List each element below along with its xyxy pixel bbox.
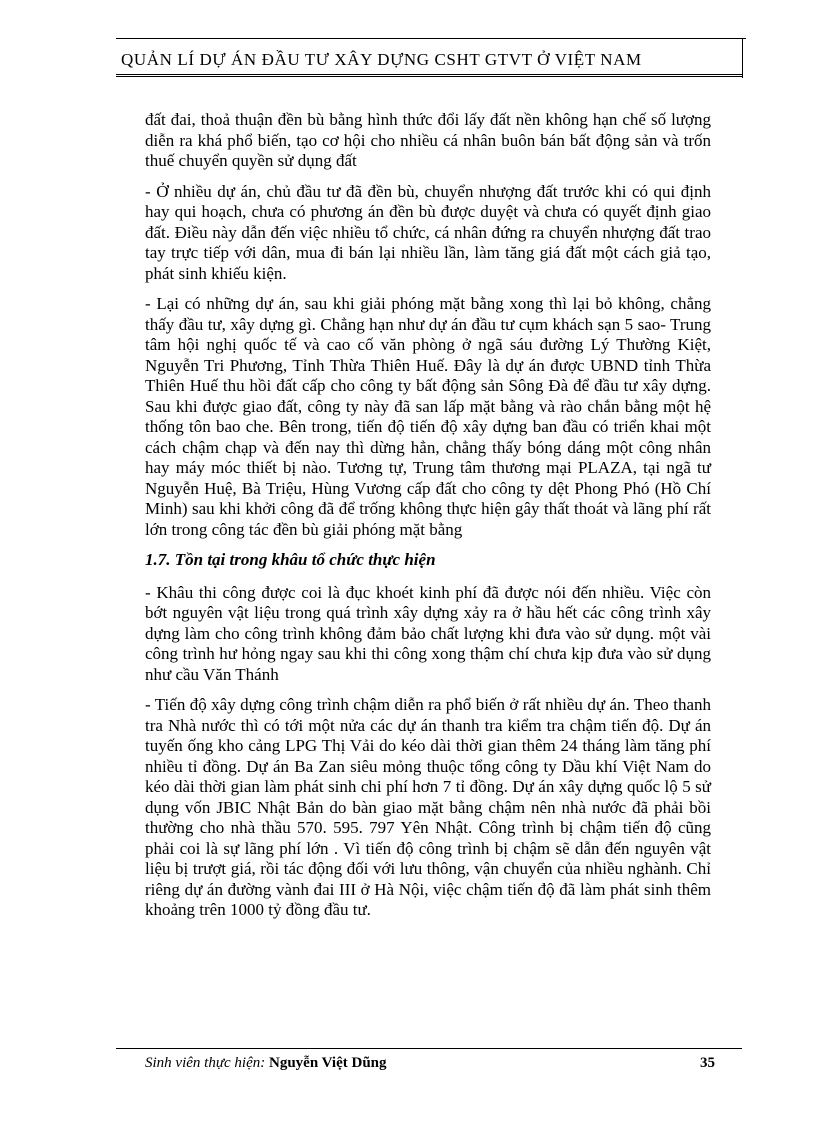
paragraph: - Lại có những dự án, sau khi giải phóng mặt bằng xong thì lại bỏ không, chẳng thấy đầu tư, xây dựng gì. Chẳng hạn như dự án đầu tư cụm khách sạn 5 sao- Trung tâm hội nghị quốc tế và cao cố văn phòng ở ngã sáu đường Lý Thường Kiệt, Nguyễn Tri Phương, Tỉnh Thừa Thiên Huế. Đây là dự án được UBND tỉnh Thừa Thiên Huế thu hồi đất cấp cho công ty bất động sản Sông Đà để đầu tư xây dựng. Sau khi được giao đất, công ty này đã san lấp mặt bằng và rào chắn bằng một hệ thống tôn bao che. Bên trong, tiến độ tiến độ xây dựng ban đầu có triển khai một cách chậm chạp và đến nay thì dừng hẳn, chẳng thấy bóng dáng một công nhân hay máy móc thiết bị nào. Tương tự, Trung tâm thương mại PLAZA, tại ngã tư Nguyễn Huệ, Bà Triệu, Hùng Vương cấp đất cho công ty dệt Phong Phó (Hồ Chí Minh) sau khi khởi công đã để trống không thực hiện gây thất thoát và lãng phí rất lớn trong công tác đền bù giải phóng mặt bằng — [145, 294, 711, 539]
paragraph: - Khâu thi công được coi là đục khoét kinh phí đã được nói đến nhiều. Việc còn bớt nguyên vật liệu trong quá trình xây dựng xảy ra ở hầu hết các công trình xây dựng làm cho công trình không đảm bảo chất lượng khi đưa vào sử dụng. một vài công trình hư hỏng ngay sau khi thi công xong thậm chí chưa kịp đưa vào sử dụng như cầu Văn Thánh — [145, 582, 711, 684]
paragraph: - Tiến độ xây dựng công trình chậm diễn ra phổ biến ở rất nhiều dự án. Theo thanh tra Nhà nước thì có tới một nửa các dự án thanh tra kiểm tra chậm tiến độ. Dự án tuyến ống kho cảng LPG Thị Vải do kéo dài thời gian thêm 24 tháng làm tăng phí nhiều tỉ đồng. Dự án Ba Zan siêu mỏng thuộc tổng công ty Dầu khí Việt Nam do kéo dài thời gian làm phát sinh chi phí hơn 7 tỉ đồng. Dự án xây dựng quốc lộ 5 sử dụng vốn JBIC Nhật Bản do bàn giao mặt bằng chậm nên nhà nước đã phải bồi thường cho nhà thầu 570. 595. 797 Yên Nhật. Công trình bị chậm tiến độ cũng phải coi là sự lãng phí lớn . Vì tiến độ công trình bị chậm sẽ dẫn đến nguyên vật liệu bị trượt giá, rồi tác động đối với lưu thông, vận chuyển của nhiều nghành. Chỉ riêng dự án đường vành đai III ở Hà Nội, việc chậm tiến độ đã làm phát sinh thêm khoảng trên 1000 tỷ đồng đầu tư. — [145, 695, 711, 919]
header-side-line — [742, 38, 743, 78]
paragraph: - Ở nhiều dự án, chủ đầu tư đã đền bù, chuyển nhượng đất trước khi có qui định hay qui hoạch, chưa có phương án đền bù được duyệt và chưa có quyết định giao đất. Điều này dẫn đến việc nhiều tổ chức, cá nhân đứng ra chuyển nhượng đất trao tay trực tiếp với dân, mua đi bán lại nhiều lần, làm tăng giá đất một cách giả tạo, phát sinh khiếu kiện. — [145, 181, 711, 283]
footer-author-label: Sinh viên thực hiện — [145, 1055, 261, 1071]
footer-author — [145, 1055, 387, 1072]
paragraph: đất đai, thoả thuận đền bù bằng hình thức đổi lấy đất nền không hạn chế số lượng diễn ra khá phổ biến, tạo cơ hội cho nhiều cá nhân buôn bán bất động sản và trốn thuế chuyển quyền sử dụng đất — [145, 110, 711, 170]
footer-author-name: Nguyễn Việt Dũng — [268, 1055, 387, 1071]
body-text — [145, 110, 711, 931]
running-header-title: QUẢN LÍ DỰ ÁN ĐẦU TƯ XÂY DỰNG CSHT GTVT Ở VIỆT NAM — [121, 50, 642, 69]
footer-separator: : — [260, 1055, 269, 1071]
footer-rule — [116, 1048, 742, 1049]
header-top-line — [116, 38, 746, 39]
header-rule — [116, 74, 743, 77]
page-number: 35 — [700, 1055, 715, 1071]
section-heading: 1.7. Tồn tại trong khâu tổ chức thực hiện — [145, 550, 436, 569]
